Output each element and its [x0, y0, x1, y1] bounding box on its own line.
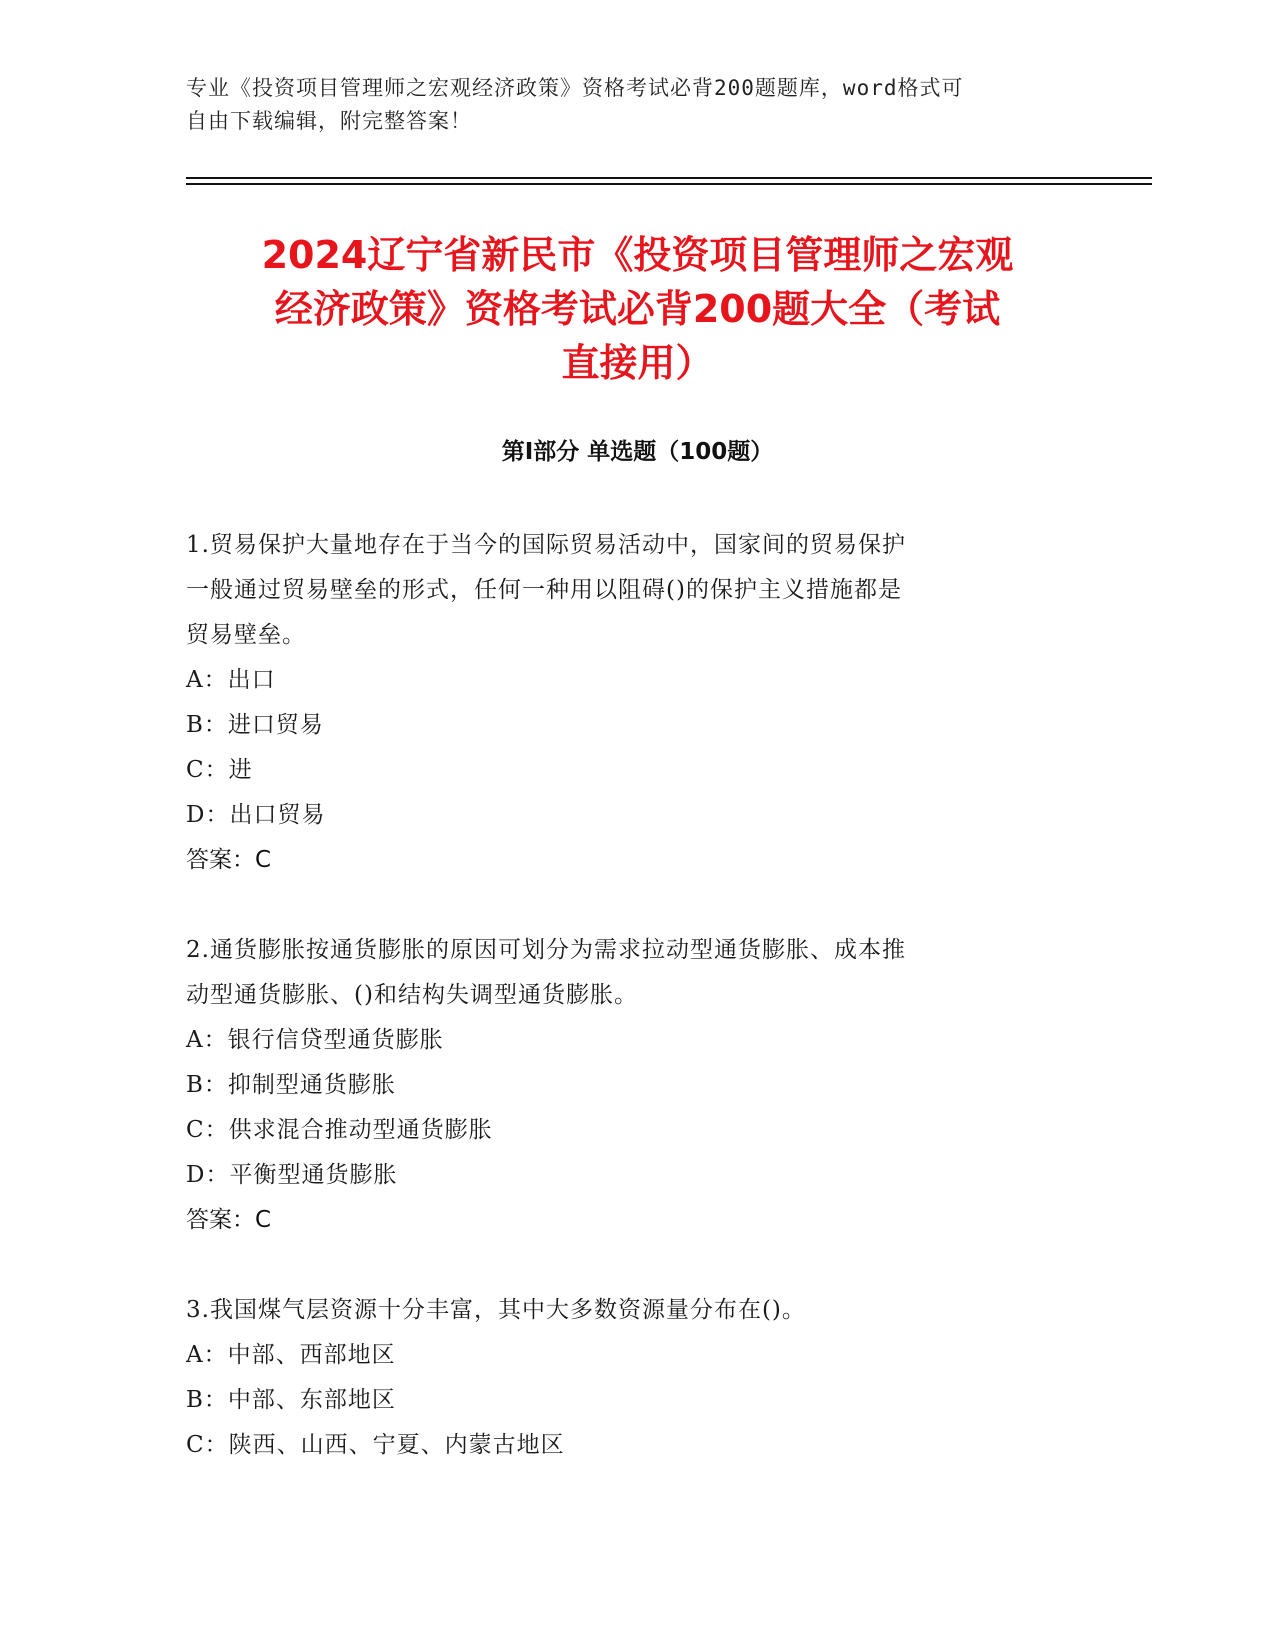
option-c: C：供求混合推动型通货膨胀 — [186, 1117, 493, 1143]
question-3 — [186, 1288, 1066, 1468]
header-note-line-1: 专业《投资项目管理师之宏观经济政策》资格考试必背200题题库，word格式可 — [186, 76, 964, 100]
option-a: A：出口 — [186, 667, 276, 693]
question-stem-line: 2.通货膨胀按通货膨胀的原因可划分为需求拉动型通货膨胀、成本推 — [186, 937, 906, 963]
answer: 答案：C — [186, 847, 272, 873]
document-title-line-2: 经济政策》资格考试必背200题大全（考试 — [274, 287, 1001, 331]
document-title-line-1: 2024辽宁省新民市《投资项目管理师之宏观 — [261, 233, 1014, 277]
answer: 答案：C — [186, 1207, 272, 1233]
option-c: C：陕西、山西、宁夏、内蒙古地区 — [186, 1432, 565, 1458]
option-b: B：抑制型通货膨胀 — [186, 1072, 396, 1098]
header-divider-top — [186, 177, 1152, 179]
question-1 — [186, 523, 1066, 883]
option-b: B：进口贸易 — [186, 712, 324, 738]
question-stem-line: 3.我国煤气层资源十分丰富，其中大多数资源量分布在()。 — [186, 1297, 806, 1323]
header-divider-bottom — [186, 183, 1152, 185]
section-title: 第Ⅰ部分 单选题（100题） — [501, 439, 774, 465]
question-2 — [186, 928, 1066, 1243]
option-a: A：中部、西部地区 — [186, 1342, 396, 1368]
option-b: B：中部、东部地区 — [186, 1387, 396, 1413]
question-stem-line: 动型通货膨胀、()和结构失调型通货膨胀。 — [186, 982, 638, 1008]
header-note-line-2: 自由下载编辑，附完整答案！ — [186, 109, 472, 133]
document-title — [150, 228, 1125, 390]
document-title-line-3: 直接用） — [561, 341, 714, 385]
option-d: D：平衡型通货膨胀 — [186, 1162, 398, 1188]
question-stem-line: 一般通过贸易壁垒的形式，任何一种用以阻碍()的保护主义措施都是 — [186, 577, 902, 603]
option-d: D：出口贸易 — [186, 802, 326, 828]
question-stem-line: 1.贸易保护大量地存在于当今的国际贸易活动中，国家间的贸易保护 — [186, 532, 906, 558]
option-c: C：进 — [186, 757, 253, 783]
header-note — [186, 72, 1066, 138]
question-stem-line: 贸易壁垒。 — [186, 622, 306, 648]
option-a: A：银行信贷型通货膨胀 — [186, 1027, 444, 1053]
